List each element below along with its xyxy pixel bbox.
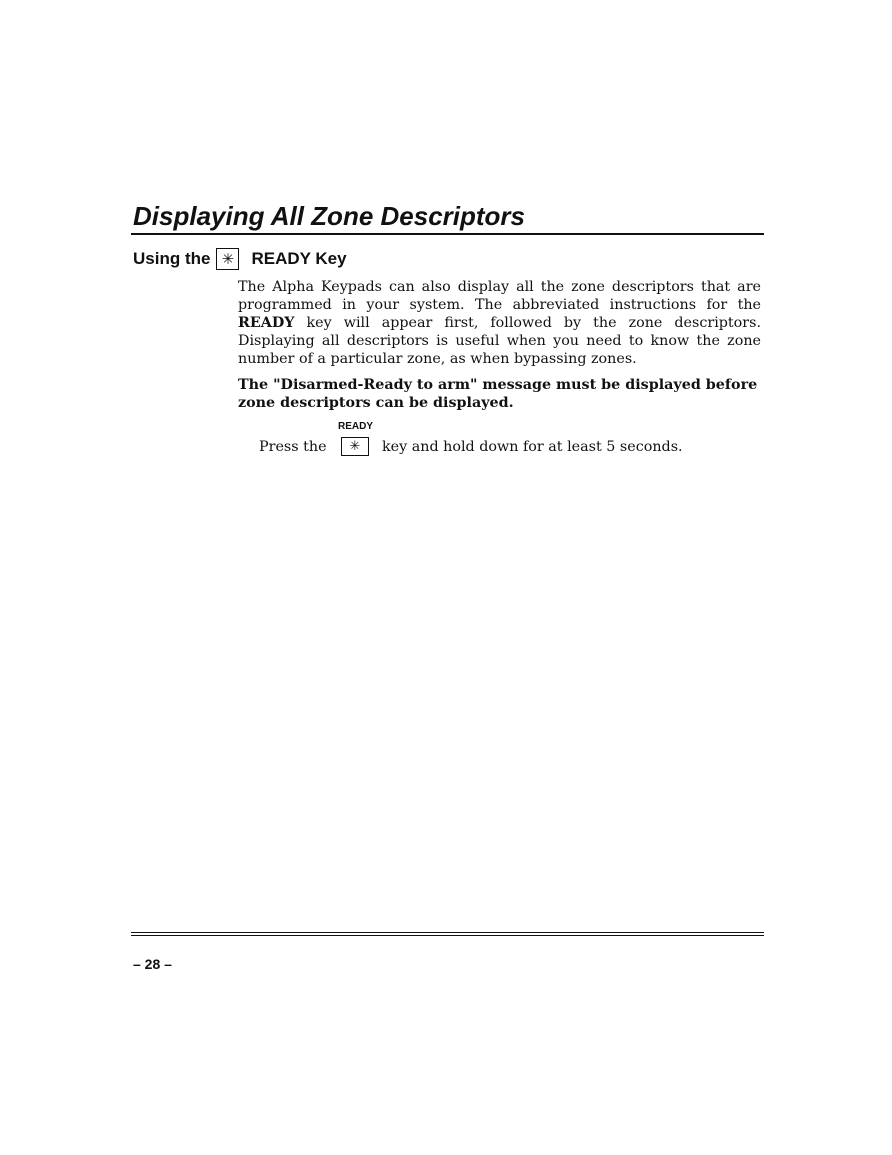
section-heading-prefix: Using the: [133, 249, 211, 268]
requirement-note: The "Disarmed-Ready to arm" message must be displayed before zone descriptors can be displayed.: [238, 377, 758, 411]
ready-star-key-icon: ✳: [341, 437, 369, 456]
intro-paragraph: [238, 278, 761, 368]
intro-text-end: key will appear first, followed by the zone descriptors. Displaying all descriptors is useful when you need to know the zone number of a particular zone, as when bypassing zones.: [238, 315, 761, 367]
intro-text-start: The Alpha Keypads can also display all the zone descriptors that are programmed in your system. The abbreviated instructions for the: [238, 279, 761, 313]
page-number: – 28 –: [133, 956, 172, 972]
press-instruction-suffix: key and hold down for at least 5 seconds.: [382, 439, 683, 455]
section-heading-suffix: READY Key: [251, 249, 347, 268]
page-title: Displaying All Zone Descriptors: [133, 201, 526, 231]
section-heading: [133, 247, 347, 271]
intro-ready-keyword: READY: [238, 315, 295, 331]
footer-rule-top: [131, 932, 764, 933]
footer-rule-bottom: [131, 935, 764, 936]
ready-key-label: READY: [338, 421, 374, 432]
star-key-icon: ✳: [216, 248, 239, 270]
body-text: [238, 278, 761, 412]
press-instruction-prefix: Press the: [259, 439, 327, 455]
title-rule: [131, 233, 764, 235]
